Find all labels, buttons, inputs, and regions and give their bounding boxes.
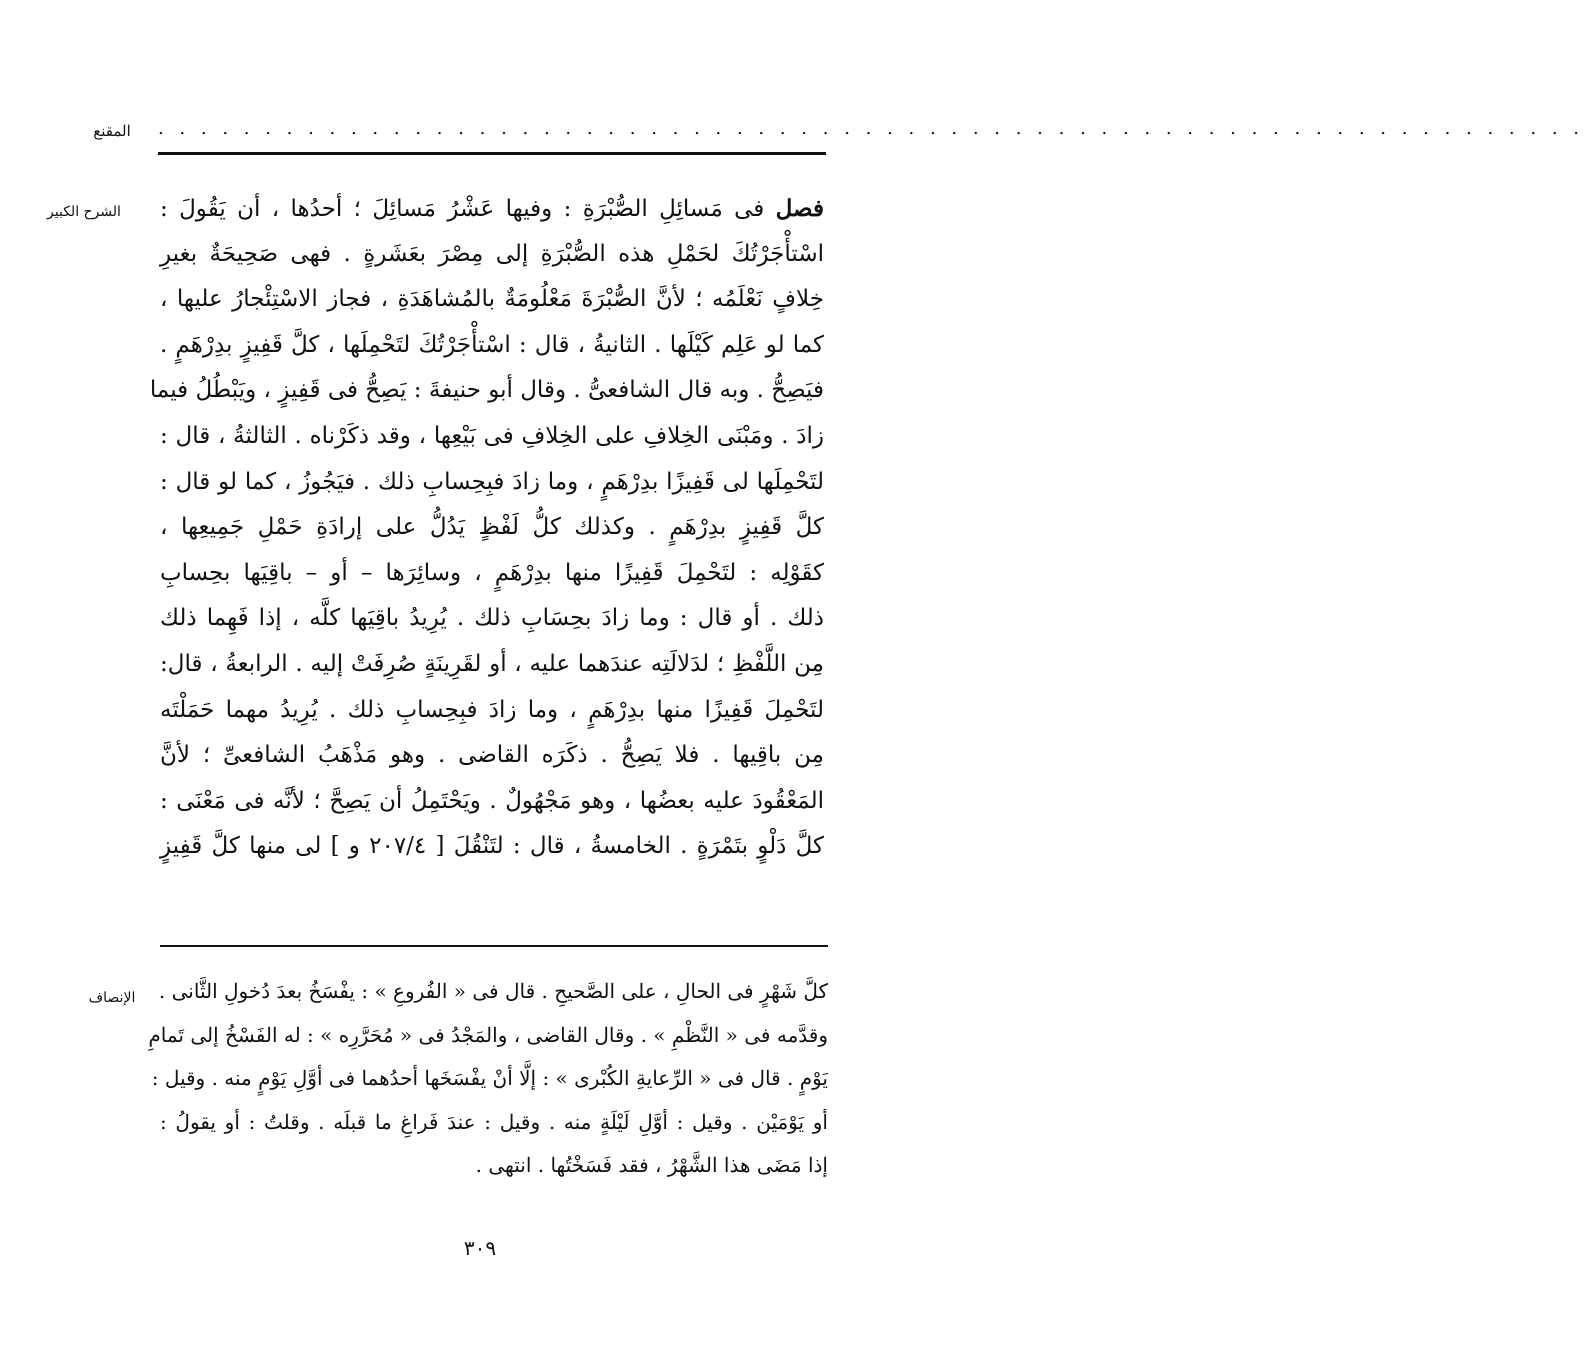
- main-line-15: كلَّ دَلْوٍ بتَمْرَةٍ . الخامسةُ ، قال : لتَنْقُلَ [ ٢٠٧/٤ و ] لى منها كلَّ قَفِيزٍ: [160, 833, 824, 860]
- insaf-commentary: [148, 970, 828, 1188]
- main-commentary: [149, 186, 824, 870]
- main-line-13: مِن باقِيها . فلا يَصِحُّ . ذكَرَه القاضى . وهو مَذْهَبُ الشافعىِّ ؛ لأنَّ: [160, 742, 824, 769]
- header-rule: [158, 152, 826, 155]
- section-heading: فصل: [775, 195, 824, 222]
- footnote-separator: [160, 945, 828, 947]
- main-line-2: اسْتأْجَرْتُكَ لحَمْلِ هذه الصُّبْرَةِ إلى مِصْرَ بعَشَرةٍ . فهى صَحِيحَةٌ بغيرِ: [160, 240, 824, 267]
- page-number: ٣٠٩: [463, 1236, 497, 1260]
- insaf-line-4: أو يَوْمَيْن . وقيل : أوَّلِ لَيْلَةٍ منه . وقيل : عندَ فَراغِ ما قبلَه . وقلتُ : أو يقولُ :: [160, 1109, 828, 1134]
- main-line-5: فيَصِحُّ . وبه قال الشافعىُّ . وقال أبو حنيفةَ : يَصِحُّ فى قَفِيزٍ ، ويَبْطُلُ فيما: [149, 377, 824, 404]
- main-line-1-text: فى مَسائِلِ الصُّبْرَةِ : وفيها عَشْرُ مَسائِلَ ؛ أحدُها ، أن يَقُولَ :: [160, 196, 776, 222]
- sharh-margin-label: الشرح الكبير: [47, 204, 121, 220]
- main-line-7: لتَحْمِلَها لى قَفِيزًا بدِرْهَمٍ ، وما زادَ فبِحِسابِ ذلك . فيَجُوزُ ، كما لو قال :: [160, 468, 824, 495]
- main-line-14: المَعْقُودَ عليه بعضُها ، وهو مَجْهُولٌ . ويَحْتَمِلُ أن يَصِحَّ ؛ لأنَّه فى مَعْنَى :: [160, 787, 824, 814]
- insaf-margin-label: الإنصاف: [88, 990, 136, 1006]
- main-line-11: مِن اللَّفْظِ ؛ لدَلالَتِه عندَهما عليه ، أو لقَرِينَةٍ صُرِفَتْ إليه . الرابعةُ ، قال:: [160, 650, 824, 677]
- main-line-8: كلَّ قَفِيزٍ بدِرْهَمٍ . وكذلك كلُّ لَفْظٍ يَدُلُّ على إرادَةِ حَمْلِ جَمِيعِها ،: [160, 514, 824, 541]
- main-line-12: لتَحْمِلَ قَفِيزًا منها بدِرْهَمٍ ، وما زادَ فبِحِسابِ ذلك . يُرِيدُ مهما حَمَلْتَه: [160, 696, 824, 723]
- main-line-6: زادَ . ومَبْنَى الخِلافِ على الخِلافِ فى بَيْعِها ، وقد ذكَرْناه . الثالثةُ ، قال :: [160, 422, 824, 449]
- book-title: المقنع: [93, 122, 131, 140]
- insaf-line-5: إذا مَضَى هذا الشَّهْرُ ، فقد فَسَخْتُها . انتهى .: [475, 1153, 828, 1177]
- insaf-line-2: وقدَّمه فى « النَّظْمِ » . وقال القاضى ، والمَجْدُ فى « مُحَرَّرِه » : له الفَسْخُ إلى تَمامِ: [148, 1022, 828, 1047]
- insaf-line-1: كلَّ شَهْرٍ فى الحالِ ، على الصَّحيحِ . قال فى « الفُروعِ » : يفْسَخُ بعدَ دُخولِ الثَّانى .: [158, 979, 828, 1003]
- main-line-1: [160, 186, 824, 232]
- main-line-3: خِلافٍ نَعْلَمُه ؛ لأنَّ الصُّبْرَةَ مَعْلُومَةٌ بالمُشاهَدَةِ ، فجاز الاسْتِئْجارُ عليها ،: [160, 286, 824, 313]
- main-line-10: ذلك . أو قال : وما زادَ بحِسَابِ ذلك . يُرِيدُ باقِيَها كلَّه ، إذا فَهِما ذلك: [160, 605, 824, 632]
- main-line-9: كقَوْلِه : لتَحْمِلَ قَفِيزًا منها بدِرْهَمٍ ، وسائِرَها – أو – باقِيَها بحِسابِ: [160, 559, 824, 586]
- main-line-4: كما لو عَلِم كَيْلَها . الثانيةُ ، قال : اسْتأْجَرْتُكَ لتَحْمِلَها ، كلَّ قَفِيزٍ بدِرْهَمٍ .: [160, 331, 824, 358]
- insaf-line-3: يَوْمٍ . قال فى « الرِّعايةِ الكُبْرى » : إلَّا أنْ يفْسَخَها أحدُهما فى أوَّلِ يَوْمٍ منه . وقيل :: [151, 1066, 828, 1090]
- header-dot-leader: . . . . . . . . . . . . . . . . . . . . . . . . . . . . . . . . . . . . . . . . . . . . . . . . . . . . . . . . . . . . . . . . . . .: [158, 118, 1584, 139]
